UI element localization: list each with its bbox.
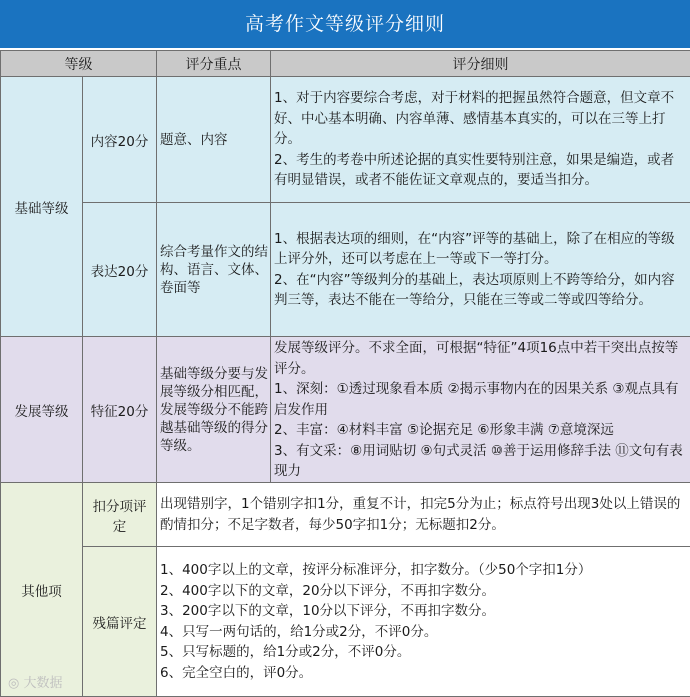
page-title: 高考作文等级评分细则 bbox=[0, 0, 690, 48]
sub-cell-incomplete: 残篇评定 bbox=[83, 547, 157, 697]
rule-text: 1、对于内容要综合考虑，对于材料的把握虽然符合题意，但文章不好、中心基本明确、内容单薄、感情基本真实的，可以在三等上打分。 bbox=[274, 88, 687, 150]
header-level: 等级 bbox=[1, 51, 157, 77]
watermark bbox=[8, 672, 63, 691]
level-cell-development: 发展等级 bbox=[1, 337, 83, 483]
level-cell-other: 其他项 bbox=[1, 483, 83, 697]
sub-cell-expression: 表达20分 bbox=[83, 203, 157, 337]
features-text bbox=[274, 338, 687, 478]
table-row bbox=[1, 483, 690, 547]
header-focus: 评分重点 bbox=[157, 51, 271, 77]
rule-text: 2、在“内容”等级判分的基础上，表达项原则上不跨等给分，如内容判三等，表达不能在一等给分，只能在三等或二等或四等给分。 bbox=[274, 270, 687, 311]
rules-cell-content bbox=[271, 77, 690, 203]
rule-text: 2、考生的考卷中所述论据的真实性要特别注意，如果是编造，或者有明显错误，或者不能佐证文章观点的，要适当扣分。 bbox=[274, 150, 687, 191]
rule-text: 1、深刻：①透过现象看本质 ②揭示事物内在的因果关系 ③观点具有启发作用 bbox=[274, 379, 687, 420]
rule-text: 4、只写一两句话的，给1分或2分，不评0分。 bbox=[160, 622, 687, 643]
rule-text: 2、400字以下的文章，20分以下评分，不再扣字数分。 bbox=[160, 581, 687, 602]
rule-text: 6、完全空白的，评0分。 bbox=[160, 663, 687, 684]
rules-cell-incomplete bbox=[157, 547, 690, 697]
header-row bbox=[1, 51, 690, 77]
watermark-text: 大数据 bbox=[23, 676, 62, 691]
table-row bbox=[1, 547, 690, 697]
rule-text: 1、400字以上的文章，按评分标准评分，扣字数分。（少50个字扣1分） bbox=[160, 560, 687, 581]
rule-text: 发展等级评分。不求全面，可根据“特征”4项16点中若干突出点按等评分。 bbox=[274, 338, 687, 379]
sub-cell-deduction: 扣分项评定 bbox=[83, 483, 157, 547]
rule-text: 3、有文采：⑧用词贴切 ⑨句式灵活 ⑩善于运用修辞手法 ⑪文句有表现力 bbox=[274, 441, 687, 479]
focus-cell-expression: 综合考量作文的结构、语言、文体、卷面等 bbox=[157, 203, 271, 337]
table-row bbox=[1, 203, 690, 337]
rule-text: 3、200字以下的文章，10分以下评分，不再扣字数分。 bbox=[160, 601, 687, 622]
header-rules: 评分细则 bbox=[271, 51, 690, 77]
rule-text: 1、根据表达项的细则，在“内容”评等的基础上，除了在相应的等级上评分外，还可以考虑在上一等或下一等打分。 bbox=[274, 229, 687, 270]
scoring-table bbox=[0, 50, 690, 697]
level-cell-basic: 基础等级 bbox=[1, 77, 83, 337]
table-row bbox=[1, 77, 690, 203]
rule-text: 2、丰富：④材料丰富 ⑤论据充足 ⑥形象丰满 ⑦意境深远 bbox=[274, 420, 687, 441]
sub-cell-content: 内容20分 bbox=[83, 77, 157, 203]
focus-cell-features: 基础等级分要与发展等级分相匹配，发展等级分不能跨越基础等级的得分等级。 bbox=[157, 337, 271, 483]
rules-cell-features bbox=[271, 337, 690, 483]
sub-cell-features: 特征20分 bbox=[83, 337, 157, 483]
focus-cell-content: 题意、内容 bbox=[157, 77, 271, 203]
rules-cell-deduction: 出现错别字，1个错别字扣1分，重复不计，扣完5分为止；标点符号出现3处以上错误的酌情扣分；不足字数者，每少50字扣1分；无标题扣2分。 bbox=[157, 483, 690, 547]
watermark-icon: ◎ bbox=[8, 676, 19, 691]
table-row bbox=[1, 337, 690, 483]
rules-cell-expression bbox=[271, 203, 690, 337]
rule-text: 5、只写标题的，给1分或2分，不评0分。 bbox=[160, 642, 687, 663]
